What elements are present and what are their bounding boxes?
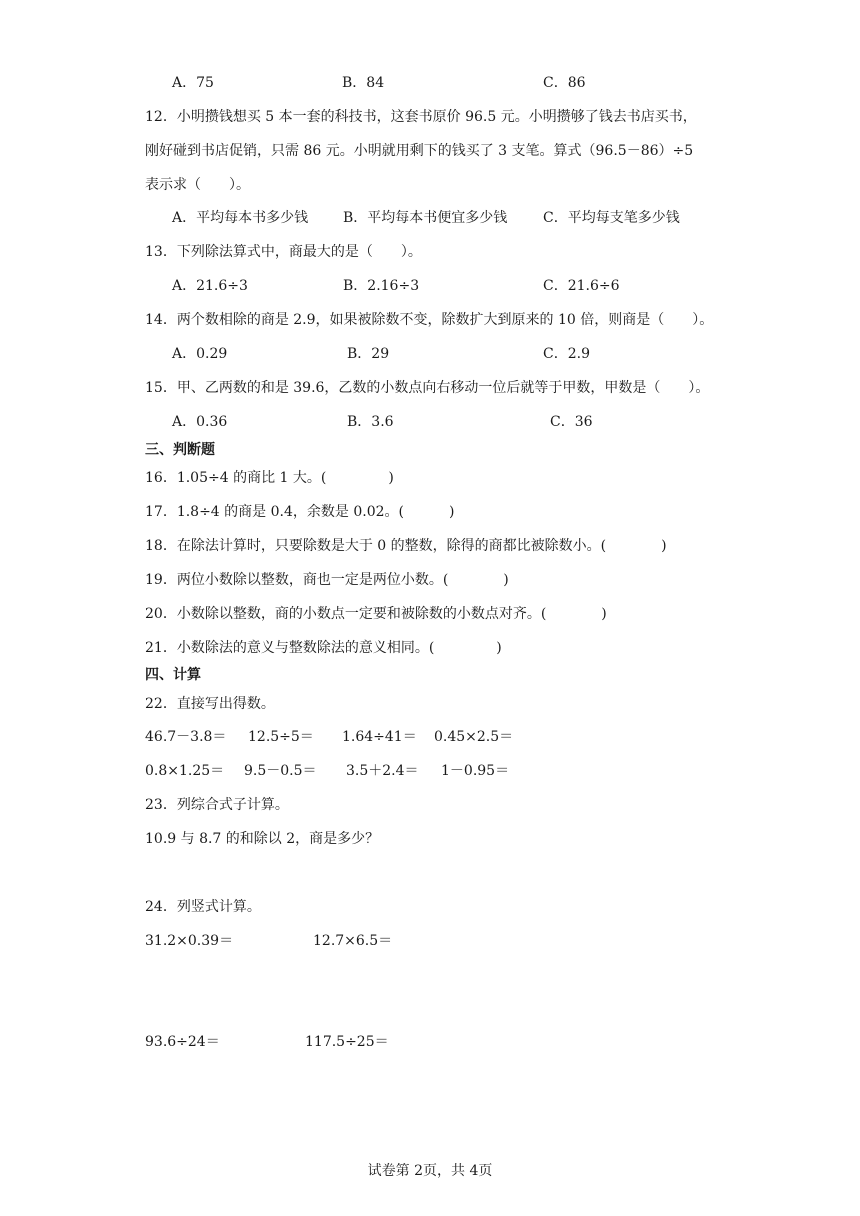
q22-text: 22．直接写出得数。	[145, 696, 275, 712]
q12-option-a: A．平均每本书多少钱	[172, 210, 309, 226]
judgement-item-21	[145, 639, 502, 657]
judgement-item-17-text: 17．1.8÷4 的商是 0.4，余数是 0.02。(	[145, 504, 404, 520]
q22-row1-item: 1.64÷41＝	[342, 729, 417, 745]
q24-item: 12.7×6.5＝	[313, 933, 393, 949]
q22-row1-item: 12.5÷5＝	[248, 729, 314, 745]
bracket-close: )	[503, 572, 509, 588]
q15-option-b: B．3.6	[347, 414, 394, 430]
q12-option-c: C．平均每支笔多少钱	[543, 210, 680, 226]
q12-line-1: 12．小明攒钱想买 5 本一套的科技书，这套书原价 96.5 元。小明攒够了钱去书店买书，	[145, 109, 697, 125]
q14-option-b: B．29	[347, 346, 390, 362]
bracket-close: )	[661, 538, 667, 554]
q24-item: 93.6÷24＝	[145, 1034, 220, 1050]
q22-row2-item: 1－0.95＝	[441, 763, 510, 779]
judgement-item-16-text: 16．1.05÷4 的商比 1 大。(	[145, 470, 327, 486]
q22-row1-item: 0.45×2.5＝	[434, 729, 514, 745]
q13-option-c: C．21.6÷6	[543, 278, 620, 294]
q22-row1-item: 46.7－3.8＝	[145, 729, 227, 745]
page-footer: 试卷第 2页，共 4页	[367, 1163, 493, 1179]
q11-option-b: B．84	[342, 75, 385, 91]
bracket-close: )	[496, 640, 502, 656]
q14-option-a: A．0.29	[172, 346, 228, 362]
q24-item: 117.5÷25＝	[305, 1034, 389, 1050]
q24-item: 31.2×0.39＝	[145, 933, 234, 949]
judgement-item-19-text: 19．两位小数除以整数，商也一定是两位小数。(	[145, 572, 449, 588]
q11-option-c: C．86	[543, 75, 586, 91]
q22-row2-item: 9.5－0.5＝	[244, 763, 317, 779]
bracket-close: )	[601, 606, 607, 622]
q13-option-b: B．2.16÷3	[343, 278, 420, 294]
q13-text: 13．下列除法算式中，商最大的是（ ）。	[145, 244, 422, 260]
judgement-item-18-text: 18．在除法计算时，只要除数是大于 0 的整数，除得的商都比被除数小。(	[145, 538, 607, 554]
judgement-item-17	[145, 503, 454, 521]
q12-option-b: B．平均每本书便宜多少钱	[343, 210, 508, 226]
q14-option-c: C．2.9	[543, 346, 590, 362]
q15-text: 15．甲、乙两数的和是 39.6，乙数的小数点向右移动一位后就等于甲数，甲数是（ ）。	[145, 380, 710, 396]
judgement-item-20-text: 20．小数除以整数，商的小数点一定要和被除数的小数点对齐。(	[145, 606, 547, 622]
q15-option-c: C．36	[550, 414, 593, 430]
q12-line-3: 表示求（ ）。	[145, 177, 250, 193]
section-3-title: 三、判断题	[145, 442, 215, 458]
section-4-title: 四、计算	[145, 667, 201, 683]
judgement-item-18	[145, 537, 667, 555]
q14-text: 14．两个数相除的商是 2.9，如果被除数不变，除数扩大到原来的 10 倍，则商是（ ）。	[145, 312, 714, 328]
judgement-item-16	[145, 469, 394, 487]
q24-text: 24．列竖式计算。	[145, 899, 261, 915]
q22-row2-item: 0.8×1.25＝	[145, 763, 225, 779]
q12-line-2: 刚好碰到书店促销，只需 86 元。小明就用剩下的钱买了 3 支笔。算式（96.5－86）÷5	[145, 143, 694, 159]
q23-problem: 10.9 与 8.7 的和除以 2，商是多少？	[145, 831, 380, 847]
judgement-item-21-text: 21．小数除法的意义与整数除法的意义相同。(	[145, 640, 435, 656]
q23-text: 23．列综合式子计算。	[145, 797, 289, 813]
q11-option-a: A．75	[172, 75, 214, 91]
judgement-item-20	[145, 605, 607, 623]
q13-option-a: A．21.6÷3	[172, 278, 248, 294]
judgement-item-19	[145, 571, 509, 589]
bracket-close: )	[388, 470, 394, 486]
bracket-close: )	[448, 504, 455, 520]
q22-row2-item: 3.5＋2.4＝	[346, 763, 419, 779]
q15-option-a: A．0.36	[172, 414, 228, 430]
